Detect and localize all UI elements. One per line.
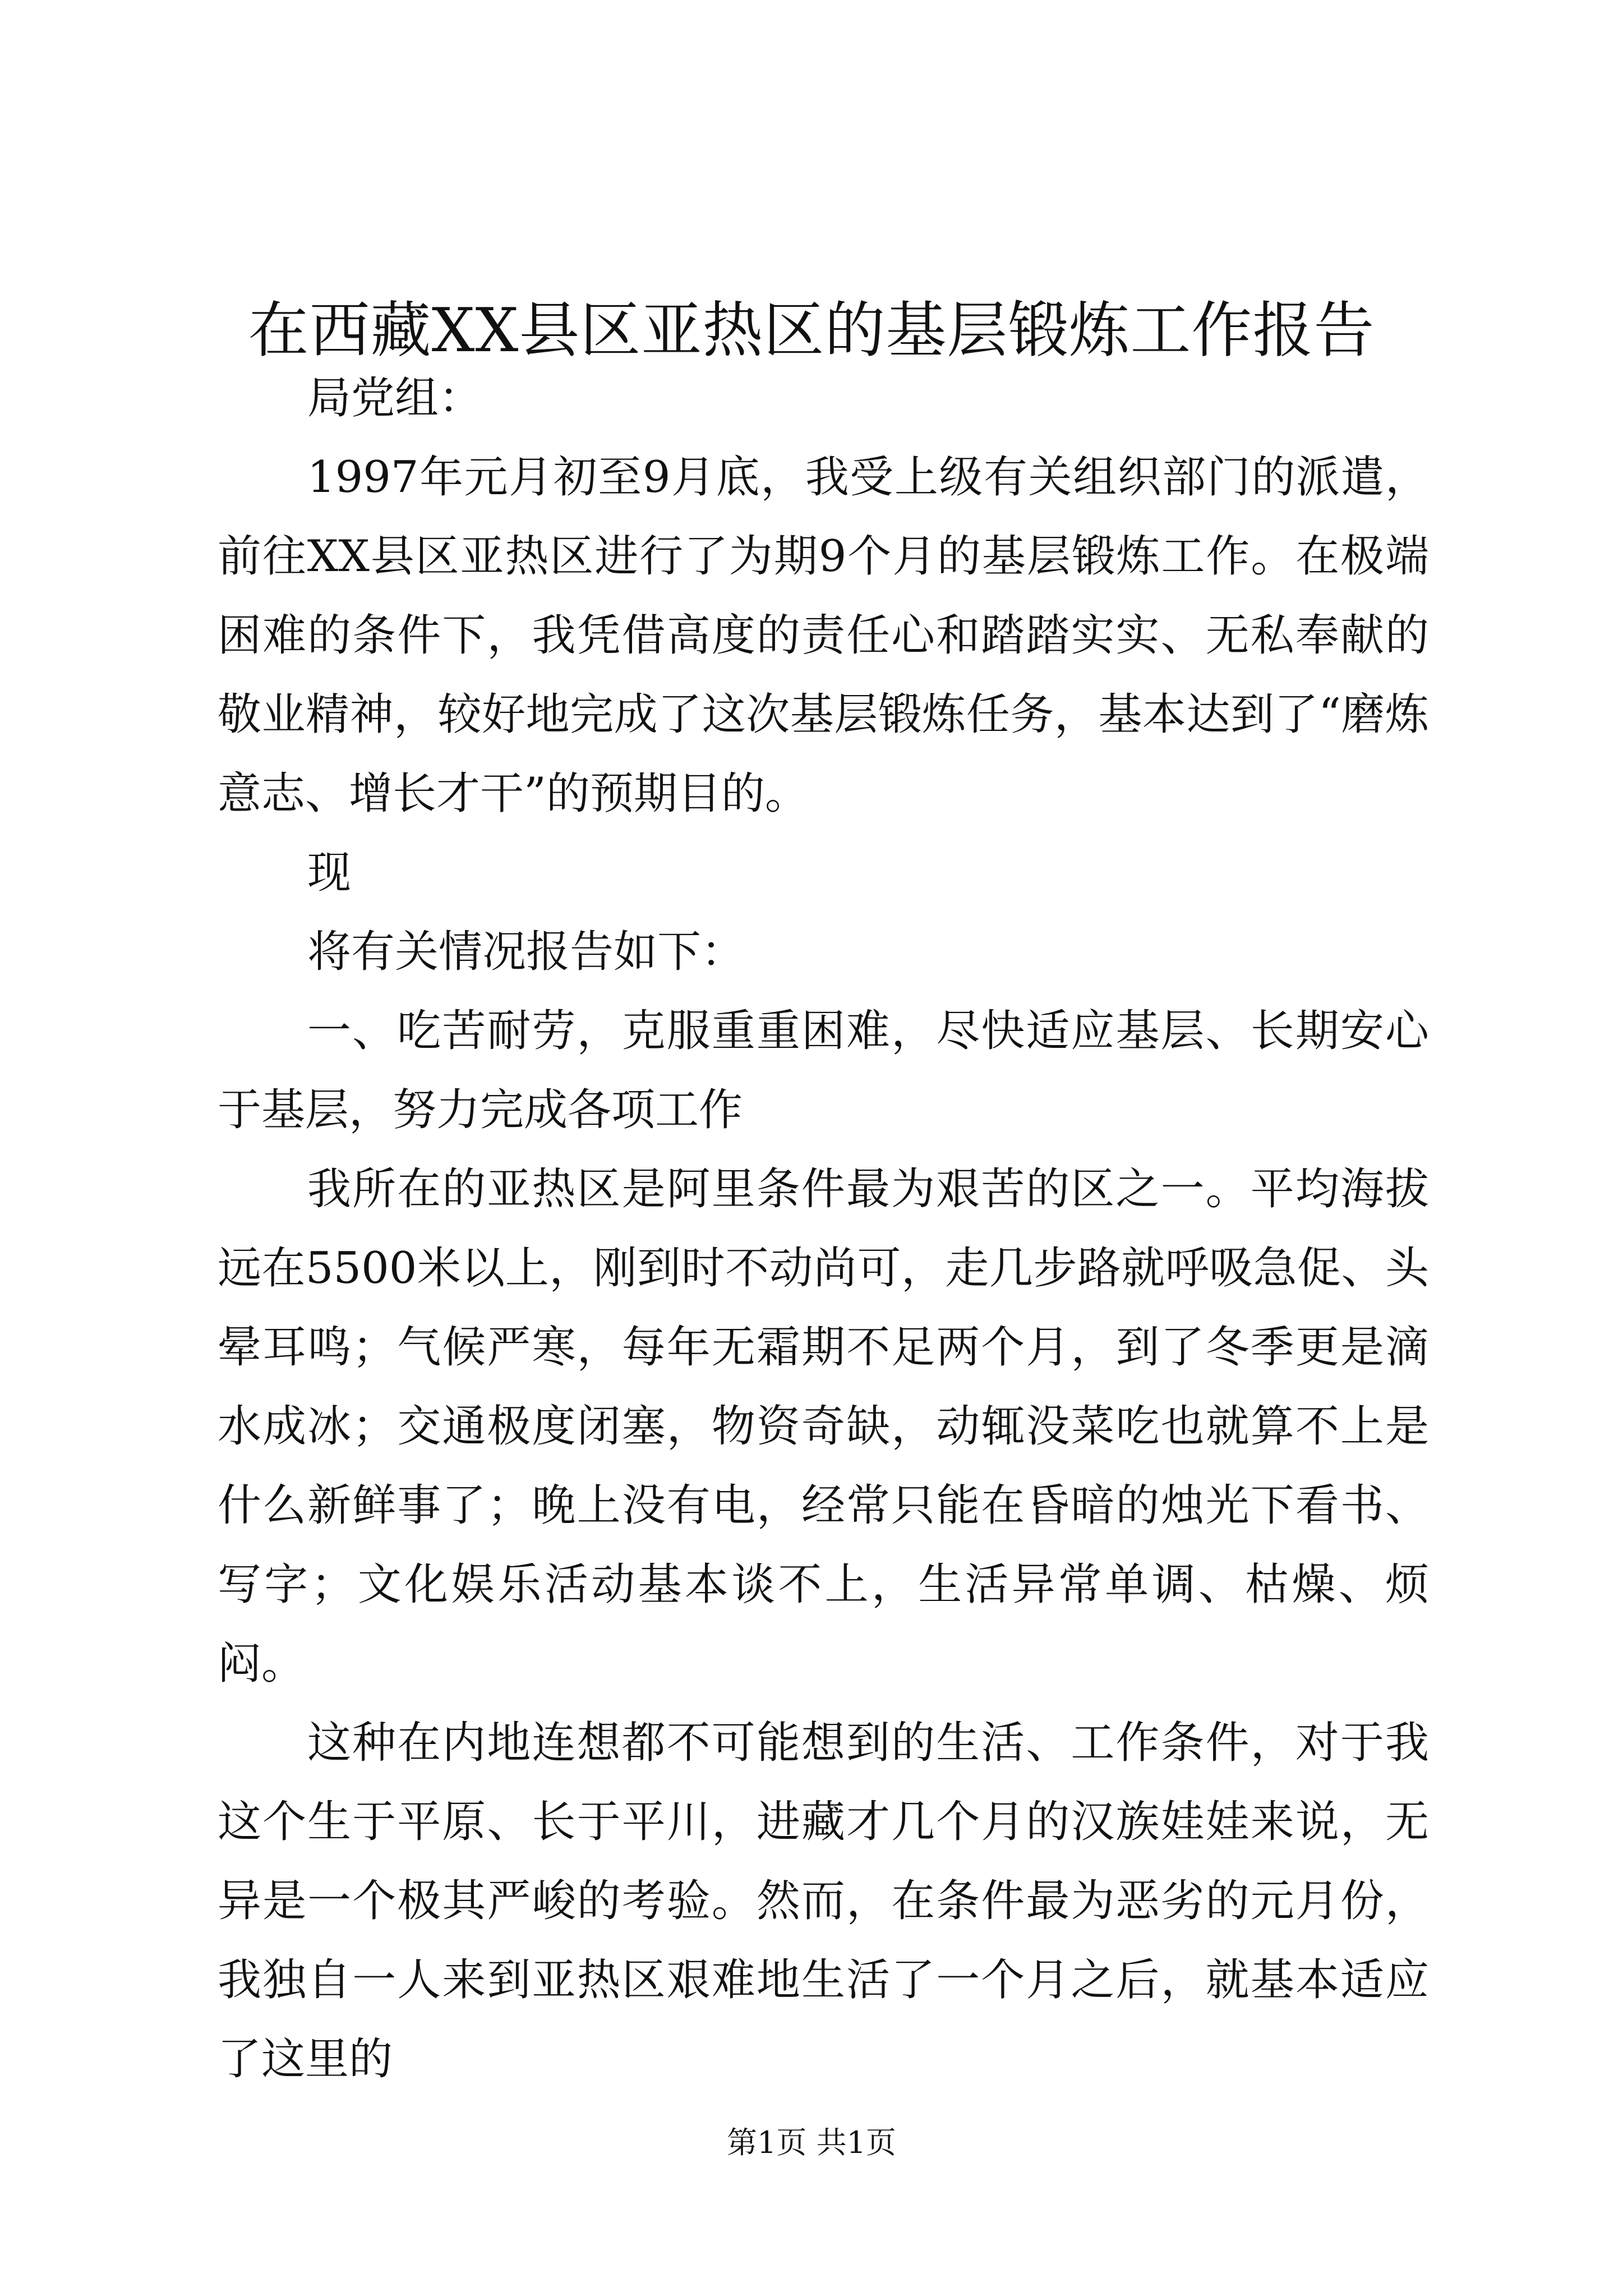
paragraph: 我所在的亚热区是阿里条件最为艰苦的区之一。平均海拔远在5500米以上，刚到时不动尚可，走几步路就呼吸急促、头晕耳鸣；气候严寒，每年无霜期不足两个月，到了冬季更是滴水成冰；交通极度闭塞，物资奇缺，动辄没菜吃也就算不上是什么新鲜事了；晚上没有电，经常只能在昏暗的烛光下看书、写字；文化娱乐活动基本谈不上，生活异常单调、枯燥、烦闷。 [218, 1164, 1429, 1689]
page-number-footer: 第1页 共1页 [727, 2125, 896, 2160]
paragraph: 现 [307, 848, 352, 898]
document-body [218, 359, 1429, 2099]
paragraph: 这种在内地连想都不可能想到的生活、工作条件，对于我这个生于平原、长于平川，进藏才几个月的汉族娃娃来说，无异是一个极其严峻的考验。然而，在条件最为恶劣的元月份，我独自一人来到亚热区艰难地生活了一个月之后，就基本适应了这里的 [218, 1718, 1429, 2085]
paragraph: 将有关情况报告如下： [307, 927, 745, 977]
section-heading: 一、吃苦耐劳，克服重重困难，尽快适应基层、长期安心于基层，努力完成各项工作 [218, 1006, 1429, 1135]
paragraph: 1997年元月初至9月底，我受上级有关组织部门的派遣，前往XX县区亚热区进行了为期9个月的基层锻炼工作。在极端困难的条件下，我凭借高度的责任心和踏踏实实、无私奉献的敬业精神，较好地完成了这次基层锻炼任务，基本达到了“磨炼意志、增长才干”的预期目的。 [218, 452, 1429, 819]
document-title: 在西藏XX县区亚热区的基层锻炼工作报告 [248, 296, 1375, 366]
salutation: 局党组： [307, 373, 483, 424]
